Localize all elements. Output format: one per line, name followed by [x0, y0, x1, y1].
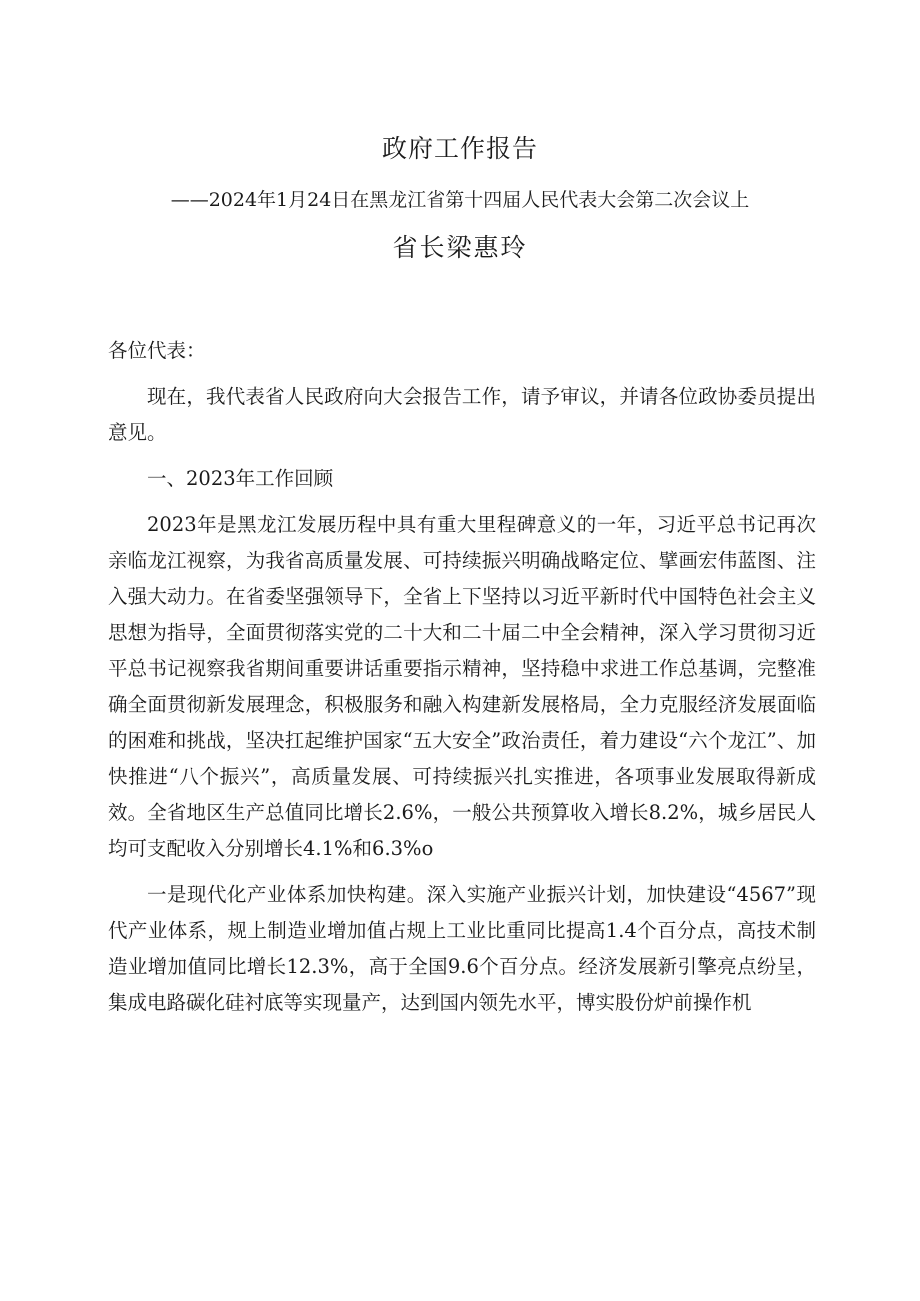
- section-heading: 一、2023年工作回顾: [147, 467, 334, 490]
- paragraph: 现在，我代表省人民政府向大会报告工作，请予审议，并请各位政协委员提出意见。: [108, 385, 816, 444]
- document-subtitle: ——2024年1月24日在黑龙江省第十四届人民代表大会第二次会议上: [170, 189, 750, 211]
- salutation: 各位代表：: [108, 339, 206, 362]
- document-author: 省长梁惠玲: [392, 233, 528, 262]
- document-body: [108, 333, 816, 1031]
- paragraph: 2023年是黑龙江发展历程中具有重大里程碑意义的一年，习近平总书记再次亲临龙江视察，为我省高质量发展、可持续振兴明确战略定位、擘画宏伟蓝图、注入强大动力。在省委坚强领导下，全省上下坚持以习近平新时代中国特色社会主义思想为指导，全面贯彻落实党的二十大和二十届二中全会精神，深入学习贯彻习近平总书记视察我省期间重要讲话重要指示精神，坚持稳中求进工作总基调，完整准确全面贯彻新发展理念，积极服务和融入构建新发展格局，全力克服经济发展面临的困难和挑战，坚决扛起维护国家“五大安全”政治责任，着力建设“六个龙江”、加快推进“八个振兴”，高质量发展、可持续振兴扎实推进，各项事业发展取得新成效。全省地区生产总值同比增长2.6%，一般公共预算收入增长8.2%，城乡居民人均可支配收入分别增长4.1%和6.3%o: [108, 513, 816, 860]
- document-title: 政府工作报告: [381, 134, 538, 163]
- paragraph: 一是现代化产业体系加快构建。深入实施产业振兴计划，加快建设“4567”现代产业体系，规上制造业增加值占规上工业比重同比提高1.4个百分点，高技术制造业增加值同比增长12.3%，高于全国9.6个百分点。经济发展新引擎亮点纷呈，集成电路碳化硅衬底等实现量产，达到国内领先水平，博实股份炉前操作机: [108, 883, 816, 1014]
